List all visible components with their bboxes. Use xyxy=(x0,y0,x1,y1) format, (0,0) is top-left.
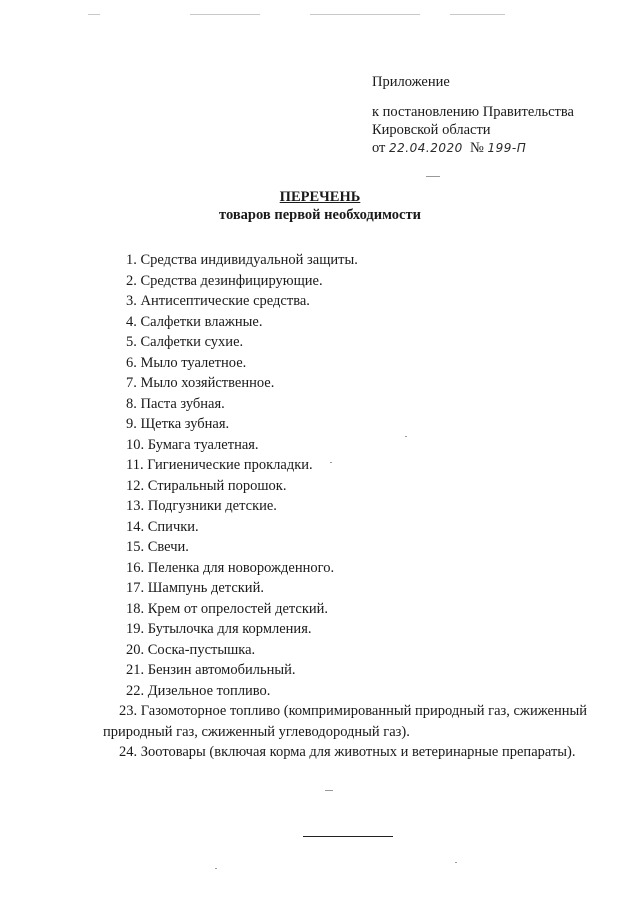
list-item: 5. Салфетки сухие. xyxy=(126,334,244,350)
scan-speck xyxy=(330,462,332,463)
resolution-line-2: Кировской области xyxy=(372,122,491,138)
handwritten-date: 22.04.2020 xyxy=(389,141,463,155)
scan-artifact-line xyxy=(88,14,100,15)
list-item: 1. Средства индивидуальной защиты. xyxy=(126,252,358,268)
list-item: 21. Бензин автомобильный. xyxy=(126,662,296,678)
date-number-row xyxy=(372,139,574,157)
list-item: 22. Дизельное топливо. xyxy=(126,682,271,699)
list-item: 16. Пеленка для новорожденного. xyxy=(126,559,335,576)
list-item: 17. Шампунь детский. xyxy=(126,580,264,596)
list-item: 4. Салфетки влажные. xyxy=(126,313,263,330)
resolution-line-1: к постановлению Правительства xyxy=(372,104,574,120)
scan-speck xyxy=(215,868,217,869)
appendix-label: Приложение xyxy=(372,74,450,90)
scan-speck xyxy=(405,436,407,437)
document-title xyxy=(0,188,640,224)
list-item: 10. Бумага туалетная. xyxy=(126,436,259,453)
title-subtitle: товаров первой необходимости xyxy=(219,207,421,223)
list-item: 14. Спички. xyxy=(126,518,199,535)
appendix-block xyxy=(372,73,574,157)
goods-list xyxy=(103,250,600,763)
list-item: 19. Бутылочка для кормления. xyxy=(126,621,312,637)
list-item: 12. Стиральный порошок. xyxy=(126,477,287,494)
list-item: 2. Средства дезинфицирующие. xyxy=(126,272,323,289)
scan-artifact-line xyxy=(190,14,260,15)
scan-artifact-line xyxy=(450,14,505,15)
list-item: 7. Мыло хозяйственное. xyxy=(126,375,275,391)
scan-speck xyxy=(426,176,440,177)
list-item: 20. Соска-пустышка. xyxy=(126,641,256,658)
list-item-long: 24. Зоотовары (включая корма для животных и ветеринарные препараты). xyxy=(119,744,576,760)
closing-rule xyxy=(303,836,393,837)
scan-speck xyxy=(455,862,457,863)
list-item: 9. Щетка зубная. xyxy=(126,416,230,432)
list-item: 11. Гигиенические прокладки. xyxy=(126,457,313,473)
title-main: ПЕРЕЧЕНЬ xyxy=(279,189,361,205)
list-item: 6. Мыло туалетное. xyxy=(126,354,247,371)
date-prefix: от xyxy=(372,140,386,156)
scan-artifact-line xyxy=(310,14,420,15)
scan-speck xyxy=(325,790,333,791)
number-sign: № xyxy=(470,140,484,156)
handwritten-number: 199-П xyxy=(487,141,527,155)
list-item-long: 23. Газомоторное топливо (компримированный природный газ, сжиженный природный газ, сжиженный углеводородный газ). xyxy=(103,703,587,740)
list-item: 15. Свечи. xyxy=(126,539,189,555)
list-item: 3. Антисептические средства. xyxy=(126,293,310,309)
list-item: 18. Крем от опрелостей детский. xyxy=(126,600,329,617)
list-item: 8. Паста зубная. xyxy=(126,395,225,412)
list-item: 13. Подгузники детские. xyxy=(126,498,277,514)
